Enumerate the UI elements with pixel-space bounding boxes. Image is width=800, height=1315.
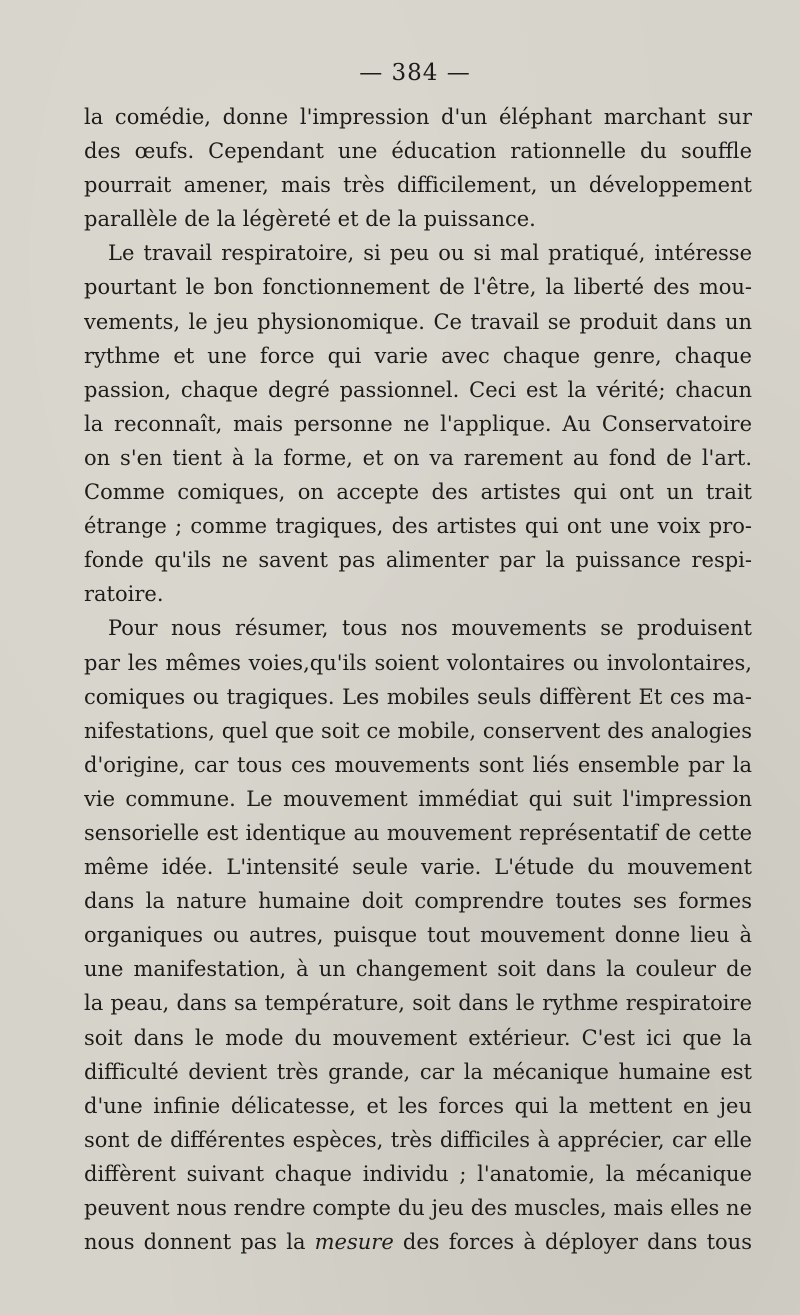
text-line: passion, chaque degré passionnel. Ceci est la vérité; chacun	[84, 377, 752, 402]
text-line: vements, le jeu physionomique. Ce travail se produit dans un	[84, 309, 752, 334]
text-line: comiques ou tragiques. Les mobiles seuls diffèrent Et ces ma-	[84, 684, 752, 709]
text-line: d'une infinie délicatesse, et les forces qui la mettent en jeu	[84, 1093, 752, 1118]
text-line: même idée. L'intensité seule varie. L'étude du mouvement	[84, 855, 752, 880]
text-line: rythme et une force qui varie avec chaque genre, chaque	[84, 343, 752, 368]
text-line: des œufs. Cependant une éducation rationnelle du souffle	[84, 139, 752, 164]
text-line: dans la nature humaine doit comprendre toutes ses formes	[84, 889, 752, 914]
text-line: la reconnaît, mais personne ne l'applique. Au Conservatoire	[84, 411, 752, 436]
final-line-before: nous donnent pas la	[84, 1230, 306, 1255]
text-line: la comédie, donne l'impression d'un éléphant marchant sur	[84, 105, 752, 129]
text-line: d'origine, car tous ces mouvements sont liés ensemble par la	[84, 752, 752, 777]
text-line: une manifestation, à un changement soit dans la couleur de	[84, 957, 752, 982]
text-line: la peau, dans sa température, soit dans le rythme respiratoire	[84, 991, 752, 1016]
text-line: étrange ; comme tragiques, des artistes qui ont une voix pro-	[84, 514, 752, 539]
text-line: ratoire.	[84, 582, 164, 607]
text-line: difficulté devient très grande, car la mécanique humaine est	[84, 1059, 752, 1084]
text-line: diffèrent suivant chaque individu ; l'anatomie, la mécanique	[84, 1161, 752, 1186]
text-line: pourrait amener, mais très difficilement, un développement	[84, 173, 752, 198]
text-line: peuvent nous rendre compte du jeu des muscles, mais elles ne	[84, 1196, 752, 1220]
text-line: soit dans le mode du mouvement extérieur. C'est ici que la	[84, 1025, 752, 1050]
text-line: par les mêmes voies,qu'ils soient volontaires ou involontaires,	[84, 650, 752, 675]
emphasis-mesure: mesure	[314, 1230, 394, 1255]
text-line: sont de différentes espèces, très difficiles à apprécier, car elle	[84, 1127, 752, 1152]
text-line: pourtant le bon fonctionnement de l'être, la liberté des mou-	[84, 275, 752, 300]
page-body	[84, 100, 752, 1259]
text-line: on s'en tient à la forme, et on va rarement au fond de l'art.	[84, 445, 752, 470]
text-line: Le travail respiratoire, si peu ou si mal pratiqué, intéresse	[108, 241, 752, 266]
text-line: parallèle de la légèreté et de la puissance.	[84, 207, 536, 232]
text-line: vie commune. Le mouvement immédiat qui suit l'impression	[84, 786, 752, 811]
text-line: Pour nous résumer, tous nos mouvements se produisent	[108, 616, 752, 641]
text-line: organiques ou autres, puisque tout mouvement donne lieu à	[84, 923, 752, 948]
text-line-final	[84, 1225, 752, 1259]
text-line: fonde qu'ils ne savent pas alimenter par la puissance respi-	[84, 548, 752, 573]
final-line-after: des forces à déployer dans tous	[402, 1230, 752, 1255]
text-line: Comme comiques, on accepte des artistes qui ont un trait	[84, 480, 752, 505]
page-number: — 384 —	[359, 60, 471, 86]
text-line: sensorielle est identique au mouvement représentatif de cette	[84, 820, 752, 845]
text-line: nifestations, quel que soit ce mobile, conservent des analogies	[84, 718, 752, 743]
